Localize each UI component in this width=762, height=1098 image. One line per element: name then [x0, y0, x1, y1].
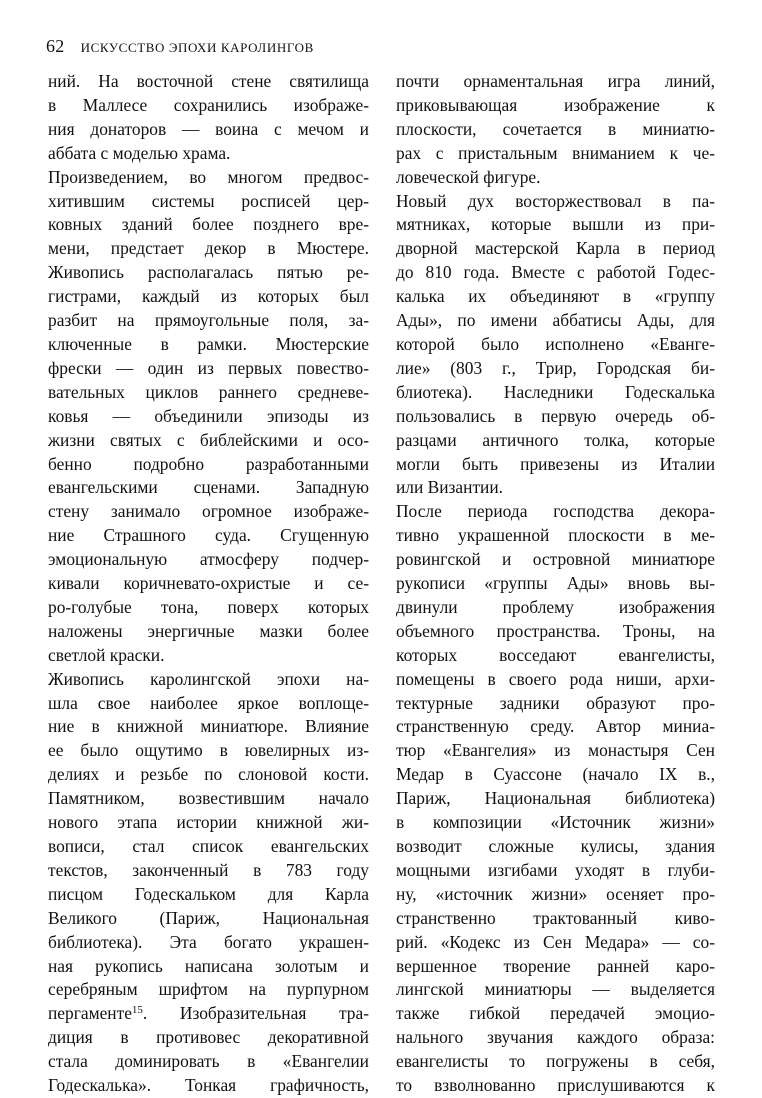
- text-line: возводит сложные кулисы, здания: [396, 836, 715, 856]
- text-line: Ады», по имени аббатисы Ады, для: [396, 310, 715, 331]
- text-line: кивали коричневато-охристые и се-: [48, 573, 369, 594]
- text-line: стала доминировать в «Евангелии: [48, 1051, 369, 1072]
- page-number: 62: [46, 36, 65, 56]
- text-line: хитившим системы росписей цер-: [48, 190, 369, 211]
- text-line: ловеческой фигуре.: [396, 166, 541, 187]
- text-line: Памятником, возвестившим начало: [48, 788, 369, 809]
- text-line: объемного пространства. Троны, на: [396, 620, 715, 641]
- text-line: После периода господства декора-: [396, 501, 715, 522]
- text-line: Париж, Национальная библиотека): [396, 788, 715, 809]
- text-line: в Маллесе сохранились изображе-: [48, 94, 369, 115]
- text-line: мени, предстает декор в Мюстере.: [48, 238, 369, 259]
- text-line: почти орнаментальная игра линий,: [396, 71, 715, 91]
- text-line: Произведением, во многом предвос-: [48, 166, 369, 187]
- footnote-marker: 15: [131, 1004, 143, 1017]
- text-line: блиотека). Наследники Годескалька: [396, 381, 715, 402]
- text-line: помещены в своего рода ниши, архи-: [396, 668, 715, 689]
- text-line: жизни святых с библейскими и осо-: [48, 429, 369, 450]
- text-line: рах с пристальным вниманием к че-: [396, 142, 715, 163]
- text-line: текстов, законченный в 783 году: [48, 859, 369, 880]
- text-line: лие» (803 г., Трир, Городская би-: [396, 357, 715, 378]
- text-line: нального звучания каждого образа:: [396, 1027, 715, 1048]
- text-line: эмоциональную атмосферу подчер-: [48, 549, 369, 570]
- running-title: ИСКУССТВО ЭПОХИ КАРОЛИНГОВ: [80, 40, 314, 55]
- text-line: разбит на прямоугольные поля, за-: [48, 310, 369, 331]
- text-line: ковья — объединили эпизоды из: [48, 405, 369, 426]
- text-line: странственную среду. Автор миниа-: [396, 716, 715, 737]
- text-fragment: . Изобразительная тра-: [142, 1003, 369, 1024]
- text-line: мятниках, которые вышли из при-: [396, 214, 715, 235]
- text-line: ния донаторов — воина с мечом и: [48, 118, 369, 139]
- text-line: ее было ощутимо в ювелирных из-: [48, 740, 369, 761]
- text-line: светлой краски.: [48, 644, 165, 665]
- text-line-with-footnote: [48, 1002, 369, 1026]
- text-line: или Византии.: [396, 477, 504, 498]
- text-line: Новый дух восторжествовал в па-: [396, 190, 715, 211]
- text-line: тектурные задники образуют про-: [396, 692, 715, 713]
- text-line: ровингской и островной миниатюре: [396, 549, 715, 570]
- text-line: приковывающая изображение к: [396, 94, 715, 115]
- text-line: двинули проблему изображения: [396, 596, 715, 617]
- text-line: рукописи «группы Ады» вновь вы-: [396, 573, 715, 594]
- text-line: странственно трактованный киво-: [396, 907, 715, 928]
- text-line: то взволнованно прислушиваются к: [396, 1075, 715, 1096]
- text-line: шла свое наиболее яркое воплоще-: [48, 692, 369, 713]
- text-line: ние в книжной миниатюре. Влияние: [48, 716, 369, 737]
- text-line: которых восседают евангелисты,: [396, 644, 715, 665]
- text-line: Живопись располагалась пятью ре-: [48, 262, 369, 283]
- text-line: ний. На восточной стене святилища: [48, 71, 369, 91]
- text-line: нового этапа истории книжной жи-: [48, 812, 369, 833]
- text-line: бенно подробно разработанными: [48, 453, 369, 474]
- text-line: библиотека). Эта богато украшен-: [48, 931, 369, 952]
- text-line: вательных циклов раннего средневе-: [48, 381, 369, 402]
- text-line: калька их объединяют в «группу: [396, 286, 715, 307]
- text-line: евангелисты то погружены в себя,: [396, 1051, 715, 1072]
- text-line: вершенное творение ранней каро-: [396, 955, 715, 976]
- text-line: Живопись каролингской эпохи на-: [48, 668, 369, 689]
- text-line: аббата с моделью храма.: [48, 142, 231, 163]
- text-line: диция в противовес декоративной: [48, 1027, 369, 1048]
- text-line: мощными изгибами уходят в глуби-: [396, 859, 715, 880]
- text-line: Медар в Суассоне (начало IX в.,: [396, 764, 715, 785]
- text-line: могли быть привезены из Италии: [396, 453, 715, 474]
- text-fragment: пергаменте: [48, 1003, 132, 1024]
- left-column: [48, 70, 369, 1098]
- text-line: также гибкой передачей эмоцио-: [396, 1003, 715, 1024]
- text-line: тюр «Евангелия» из монастыря Сен: [396, 740, 715, 761]
- text-line: наложены энергичные мазки более: [48, 620, 369, 641]
- right-column: [396, 70, 715, 1098]
- text-line: разцами античного толка, которые: [396, 429, 715, 450]
- text-line: фрески — один из первых повество-: [48, 357, 369, 378]
- text-line: ковных зданий более позднего вре-: [48, 214, 369, 235]
- text-line: стену занимало огромное изображе-: [48, 501, 369, 522]
- text-line: в композиции «Источник жизни»: [396, 812, 715, 833]
- text-line: Великого (Париж, Национальная: [48, 907, 369, 928]
- text-line: ние Страшного суда. Сгущенную: [48, 525, 369, 546]
- text-line: пользовались в первую очередь об-: [396, 405, 715, 426]
- text-line: тивно украшенной плоскости в ме-: [396, 525, 715, 546]
- text-line: рий. «Кодекс из Сен Медара» — со-: [396, 931, 715, 952]
- text-line: которой было исполнено «Еванге-: [396, 333, 715, 354]
- text-line: ключенные в рамки. Мюстерские: [48, 333, 369, 354]
- text-line: писцом Годескальком для Карла: [48, 883, 369, 904]
- text-line: ро-голубые тона, поверх которых: [48, 596, 369, 617]
- text-line: до 810 года. Вместе с работой Годес-: [396, 262, 715, 283]
- running-header: [46, 36, 314, 57]
- text-line: вописи, стал список евангельских: [48, 836, 369, 856]
- text-line: ная рукопись написана золотым и: [48, 955, 369, 976]
- text-line: плоскости, сочетается в миниатю-: [396, 118, 715, 139]
- text-line: лингской миниатюры — выделяется: [396, 979, 715, 1000]
- text-line: серебряным шрифтом на пурпурном: [48, 979, 369, 1000]
- text-line: дворной мастерской Карла в период: [396, 238, 715, 259]
- text-line: делиях и резьбе по слоновой кости.: [48, 764, 369, 785]
- text-line: Годескалька». Тонкая графичность,: [48, 1075, 369, 1096]
- text-line: ну, «источник жизни» осеняет про-: [396, 883, 715, 904]
- text-line: гистрами, каждый из которых был: [48, 286, 369, 307]
- text-line: евангельскими сценами. Западную: [48, 477, 369, 498]
